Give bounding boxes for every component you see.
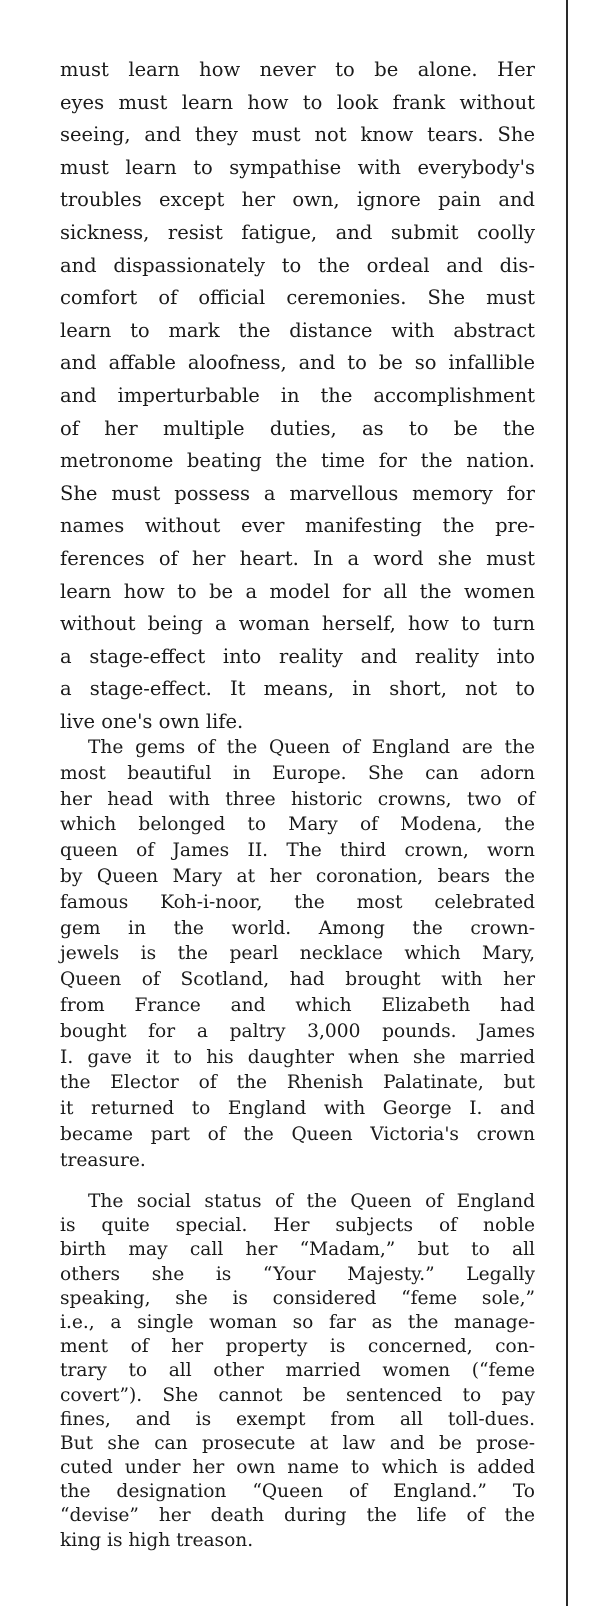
text-line: learn how to be a model for all the women [60, 579, 535, 603]
text-line: king is high treason. [60, 1529, 254, 1551]
text-line: became part of the Queen Victoria's crown [60, 1123, 535, 1145]
text-line: bought for a paltry 3,000 pounds. James [60, 1020, 535, 1042]
text-line: i.e., a single woman so far as the manage- [60, 1311, 535, 1333]
text-line: queen of James II. The third crown, worn [60, 840, 535, 862]
text-line: others she is “Your Majesty.” Legally [60, 1263, 535, 1285]
text-line: I. gave it to his daughter when she married [60, 1046, 535, 1068]
text-line: covert”). She cannot be sentenced to pay [60, 1384, 535, 1406]
text-line: “devise” her death during the life of the [60, 1505, 535, 1527]
text-line: comfort of official ceremonies. She must [60, 286, 535, 310]
text-line: by Queen Mary at her coronation, bears the [60, 865, 535, 887]
text-line: and imperturbable in the accomplishment [60, 383, 535, 407]
text-line: names without ever manifesting the pre- [60, 514, 535, 538]
text-line: which belonged to Mary of Modena, the [60, 814, 535, 836]
text-line: birth may call her “Madam,” but to all [60, 1239, 535, 1261]
page-edge-rule [566, 0, 568, 1606]
text-line: ment of her property is concerned, con- [60, 1336, 535, 1358]
text-line: But she can prosecute at law and be prose- [60, 1432, 535, 1454]
text-line: She must possess a marvellous memory for [60, 481, 535, 505]
text-line: it returned to England with George I. and [60, 1098, 535, 1120]
text-line: of her multiple duties, as to be the [60, 416, 535, 440]
text-line: eyes must learn how to look frank without [60, 90, 535, 114]
text-line: the Elector of the Rhenish Palatinate, but [60, 1072, 535, 1094]
text-line: The social status of the Queen of England [88, 1191, 535, 1212]
text-line: fines, and is exempt from all toll-dues. [60, 1408, 535, 1430]
text-line: a stage-effect. It means, in short, not to [60, 677, 535, 701]
text-line: is quite special. Her subjects of noble [60, 1215, 535, 1237]
text-line: ferences of her heart. In a word she must [60, 546, 535, 570]
text-line: the designation “Queen of England.” To [60, 1481, 535, 1503]
text-line: jewels is the pearl necklace which Mary, [60, 943, 535, 965]
text-line: seeing, and they must not know tears. She [60, 123, 535, 147]
text-line: gem in the world. Among the crown- [60, 917, 535, 939]
text-line: must learn how never to be alone. Her [60, 58, 535, 81]
text-line: famous Koh-i-noor, the most celebrated [60, 891, 535, 913]
text-line: her head with three historic crowns, two of [60, 788, 535, 810]
text-line: without being a woman herself, how to turn [60, 612, 535, 636]
text-line: treasure. [60, 1149, 146, 1171]
paragraph-1 [60, 54, 535, 738]
text-line: Queen of Scotland, had brought with her [60, 969, 535, 991]
text-line: and affable aloofness, and to be so infallible [60, 351, 535, 375]
text-line: cuted under her own name to which is added [60, 1457, 535, 1479]
text-line: The gems of the Queen of England are the [88, 737, 535, 758]
paragraph-3 [60, 1190, 535, 1553]
paragraph-2 [60, 735, 535, 1174]
text-line: learn to mark the distance with abstract [60, 318, 535, 342]
text-line: a stage-effect into reality and reality into [60, 644, 535, 668]
text-line: most beautiful in Europe. She can adorn [60, 762, 535, 784]
text-line: sickness, resist fatigue, and submit coolly [60, 220, 535, 244]
text-line: from France and which Elizabeth had [60, 994, 535, 1016]
text-line: metronome beating the time for the nation. [60, 449, 535, 473]
text-line: must learn to sympathise with everybody's [60, 155, 535, 179]
text-line: and dispassionately to the ordeal and dis- [60, 253, 535, 277]
text-line: trary to all other married women (“feme [60, 1360, 535, 1382]
text-line: troubles except her own, ignore pain and [60, 188, 535, 212]
text-line: live one's own life. [60, 709, 244, 733]
text-line: speaking, she is considered “feme sole,” [60, 1287, 535, 1309]
